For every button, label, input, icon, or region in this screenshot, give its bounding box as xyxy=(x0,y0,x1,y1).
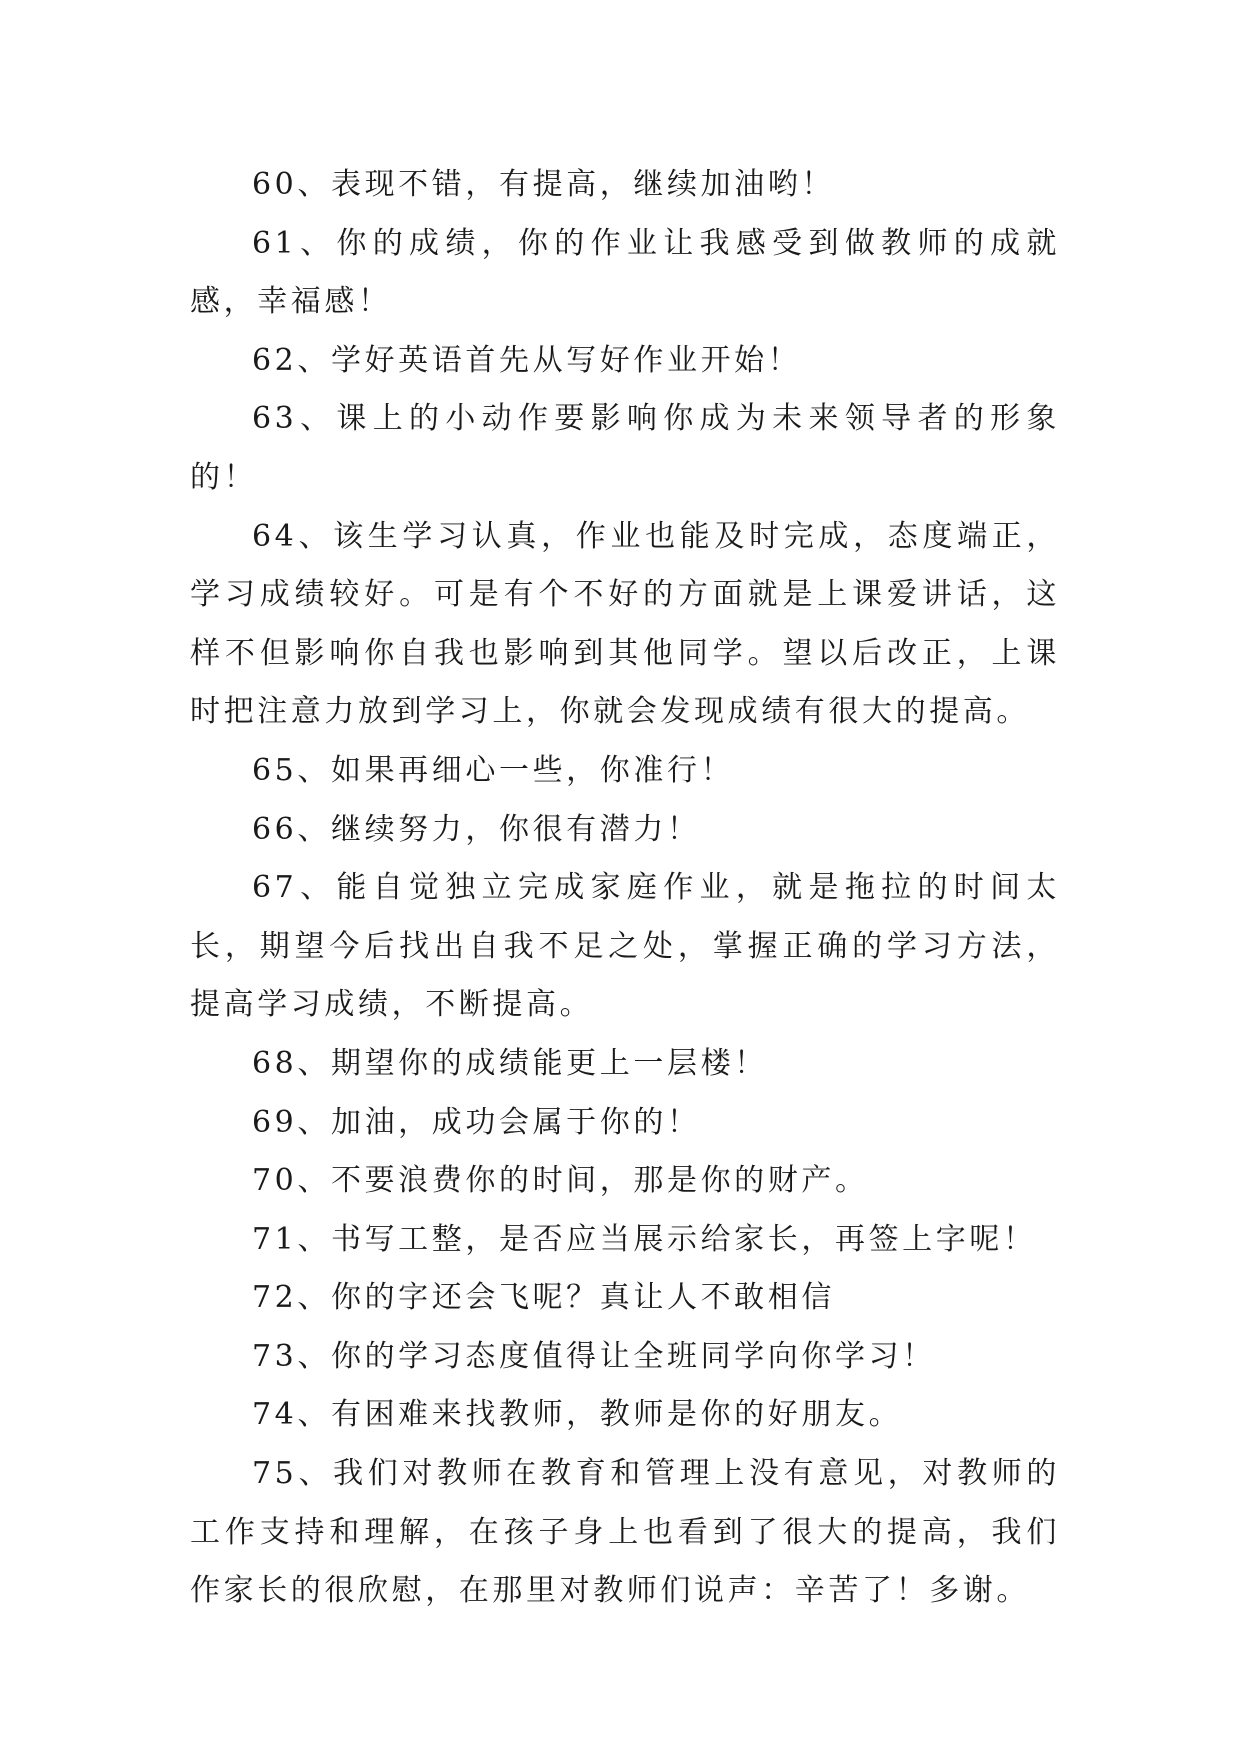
paragraph-71: 71、书写工整，是否应当展示给家长，再签上字呢！ xyxy=(252,1221,1037,1257)
paragraph-73: 73、你的学习态度值得让全班同学向你学习！ xyxy=(252,1338,936,1374)
paragraph-60: 60、表现不错，有提高，继续加油哟！ xyxy=(252,167,835,202)
paragraph-61: 61、你的成绩，你的作业让我感受到做教师的成就感，幸福感！ xyxy=(190,225,1060,320)
paragraph-72: 72、你的字还会飞呢？真让人不敢相信 xyxy=(252,1280,835,1316)
paragraph-63: 63、课上的小动作要影响你成为未来领导者的形象的！ xyxy=(190,401,1060,495)
paragraph-68: 68、期望你的成绩能更上一层楼！ xyxy=(252,1045,768,1081)
paragraph-70: 70、不要浪费你的时间，那是你的财产。 xyxy=(252,1163,869,1199)
paragraph-62: 62、学好英语首先从写好作业开始！ xyxy=(252,342,802,378)
paragraph-67: 67、能自觉独立完成家庭作业，就是拖拉的时间太长，期望今后找出自我不足之处，掌握正确的学习方法，提高学习成绩，不断提高。 xyxy=(190,870,1060,1023)
paragraph-69: 69、加油，成功会属于你的！ xyxy=(252,1104,701,1140)
paragraph-74: 74、有困难来找教师，教师是你的好朋友。 xyxy=(252,1397,903,1433)
document-body xyxy=(190,156,1060,1621)
paragraph-75: 75、我们对教师在教育和管理上没有意见，对教师的工作支持和理解，在孩子身上也看到了很大的提高，我们作家长的很欣慰，在那里对教师们说声：辛苦了！多谢。 xyxy=(190,1456,1060,1609)
paragraph-65: 65、如果再细心一些，你准行！ xyxy=(252,752,735,788)
paragraph-64: 64、该生学习认真，作业也能及时完成，态度端正，学习成绩较好。可是有个不好的方面就是上课爱讲话，这样不但影响你自我也影响到其他同学。望以后改正，上课时把注意力放到学习上，你就会发现成绩有很大的提高。 xyxy=(190,518,1060,730)
paragraph-66: 66、继续努力，你很有潜力！ xyxy=(252,811,701,847)
